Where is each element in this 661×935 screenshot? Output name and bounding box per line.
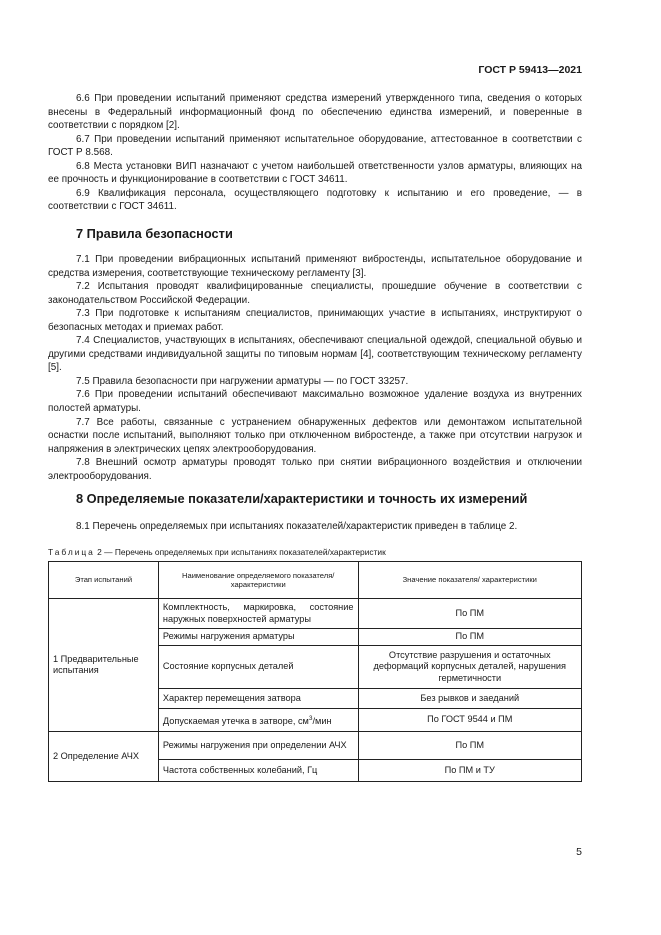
paragraph-7-8: 7.8 Внешний осмотр арматуры проводят только при снятии вибрационного воздействия и отключении электрооборудования. <box>48 457 582 482</box>
paragraph-7-6: 7.6 При проведении испытаний обеспечивают максимально возможное удаление воздуха из внутренних полостей арматуры. <box>48 389 582 415</box>
indicator-value-cell: По ПМ <box>358 629 582 646</box>
header-indicator-name: Наименование определяемого показателя/характеристики <box>158 562 358 599</box>
section-7-title: 7 Правила безопасности <box>76 226 233 241</box>
indicator-name-cell: Режимы нагружения при определении АЧХ <box>158 732 358 760</box>
paragraph-7-7: 7.7 Все работы, связанные с устранением обнаруженных дефектов или демонтажом испытательной оснастки после испытаний, выполняют только при отключенном вибростенде, а также при отсутствии нагрузок и напряжения в электрических цепях электрооборудования. <box>48 416 582 455</box>
indicator-value-cell: Отсутствие разрушения и остаточных деформаций корпусных деталей, нарушения герметичности <box>358 646 582 689</box>
page-number: 5 <box>576 846 582 858</box>
indicator-value-cell: По ПМ <box>358 732 582 760</box>
indicator-name-cell: Состояние корпусных деталей <box>158 646 358 689</box>
leakage-unit-suffix: /мин <box>312 715 332 726</box>
paragraph-7-2: 7.2 Испытания проводят квалифицированные специалисты, прошедшие обучение в соответствии с законодательством Российской Федерации. <box>48 281 582 306</box>
indicator-name-cell: Режимы нагружения арматуры <box>158 629 358 646</box>
table-caption <box>48 547 386 557</box>
table-caption-text: 2 — Перечень определяемых при испытаниях показателей/характеристик <box>94 547 386 557</box>
table-row <box>49 732 582 760</box>
header-indicator-value: Значение показателя/ характеристики <box>358 562 582 599</box>
document-id: ГОСТ Р 59413—2021 <box>478 64 582 76</box>
stage-cell-2: 2 Определение АЧХ <box>49 732 159 782</box>
leakage-unit-exponent: 3 <box>308 714 313 722</box>
paragraph-7-4: 7.4 Специалистов, участвующих в испытаниях, обеспечивают специальной одеждой, специальной обувью и другими средствами индивидуальной защиты по типовым нормам [4], соответствующим техническому регламенту [5]. <box>48 335 582 374</box>
section-7-text <box>48 253 582 483</box>
leakage-label: Допускаемая утечка в затворе, см <box>162 715 309 726</box>
indicators-table <box>48 561 582 782</box>
table-caption-prefix: Таблица <box>48 547 95 557</box>
section-8-text <box>48 520 582 534</box>
paragraph-6-9: 6.9 Квалификация персонала, осуществляющего подготовку к испытанию и его проведение, — в соответствии с ГОСТ 34611. <box>48 187 582 213</box>
table-header-row <box>49 562 582 599</box>
paragraph-8-1: 8.1 Перечень определяемых при испытаниях показателей/характеристик приведен в таблице 2. <box>76 521 518 532</box>
indicator-name-cell: Комплектность, маркировка, состояние наружных поверхностей арматуры <box>158 599 358 629</box>
header-stage: Этап испытаний <box>49 562 159 599</box>
indicator-value-cell: По ПМ и ТУ <box>358 760 582 782</box>
indicator-name-cell: Характер перемещения затвора <box>158 689 358 709</box>
indicator-value-cell: По ГОСТ 9544 и ПМ <box>358 709 582 732</box>
indicator-value-cell: По ПМ <box>358 599 582 629</box>
stage-cell-1: 1 Предварительные испытания <box>49 599 159 732</box>
paragraph-6-7: 6.7 При проведении испытаний применяют испытательное оборудование, аттестованное в соответствии с ГОСТ Р 8.568. <box>48 133 582 159</box>
indicator-value-cell: Без рывков и заеданий <box>358 689 582 709</box>
table-row <box>49 599 582 629</box>
paragraph-6-8: 6.8 Места установки ВИП назначают с учетом наибольшей ответственности узлов арматуры, влияющих на ее прочность и функционирование в соответствии с ГОСТ 34611. <box>48 160 582 186</box>
paragraph-7-5: 7.5 Правила безопасности при нагружении арматуры — по ГОСТ 33257. <box>76 375 409 387</box>
paragraph-7-1: 7.1 При проведении вибрационных испытаний применяют вибростенды, испытательное оборудование и средства измерения, соответствующие техническому регламенту [3]. <box>48 254 582 279</box>
indicator-name-cell: Частота собственных колебаний, Гц <box>158 760 358 782</box>
indicator-name-cell <box>158 709 358 732</box>
paragraph-7-3: 7.3 При подготовке к испытаниям специалистов, принимающих участие в испытаниях, инструктируют о безопасных методах и приемах работ. <box>48 308 582 333</box>
paragraph-6-6: 6.6 При проведении испытаний применяют средства измерений утвержденного типа, сведения о которых внесены в Федеральный информационный фонд по обеспечению единства измерений, и поверенные в соответствии с порядком [2]. <box>48 93 582 132</box>
section-6-text <box>48 92 582 214</box>
section-8-title: 8 Определяемые показатели/характеристики и точность их измерений <box>76 491 528 506</box>
